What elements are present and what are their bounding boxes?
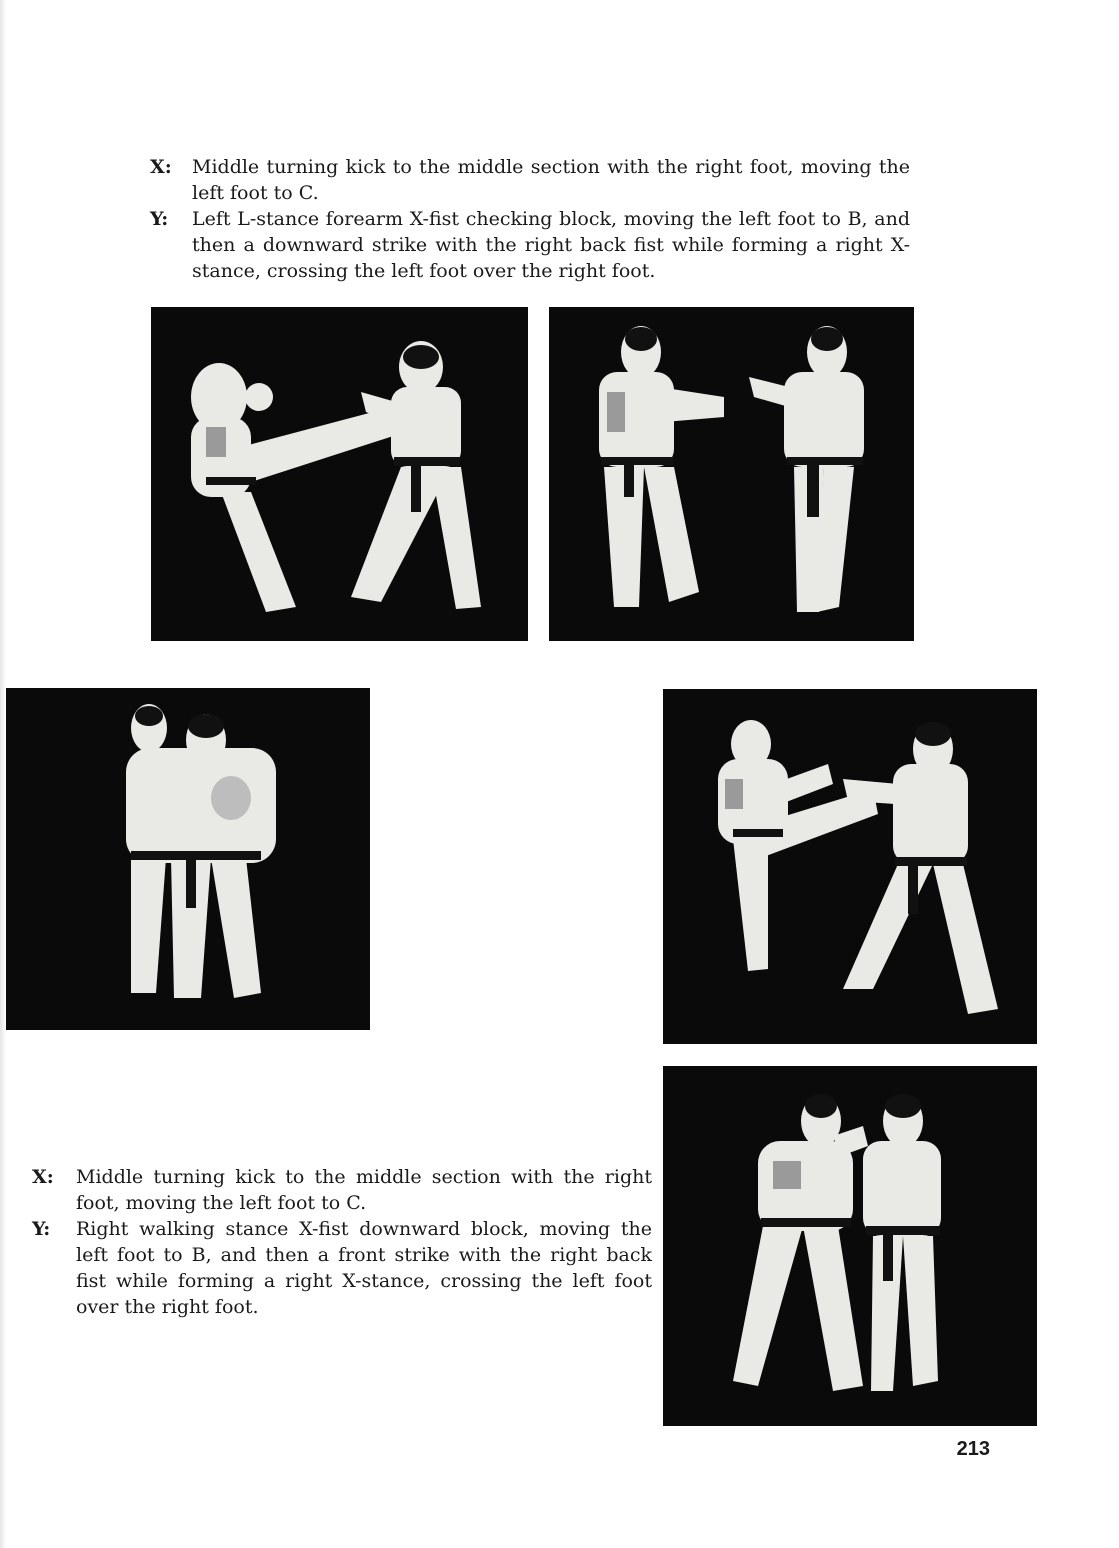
instruction-x (150, 154, 910, 206)
photo-kick-block (663, 689, 1037, 1044)
instruction-text: Middle turning kick to the middle section with the right foot, moving the left foot to C. (192, 156, 910, 204)
page-number: 213 (956, 1438, 990, 1460)
bottom-instructions (32, 1164, 652, 1320)
top-instructions (150, 154, 910, 284)
instruction-y (150, 206, 910, 284)
instruction-x (32, 1164, 652, 1216)
instruction-text: Right walking stance X-fist downward block, moving the left foot to B, and then a front strike with the right back fist while forming a right X-stance, crossing the left foot over the right foot. (76, 1218, 652, 1318)
photo-facing-stance (549, 307, 914, 641)
photo-x-stance-back-fist (6, 688, 370, 1030)
instruction-key: Y: (150, 208, 169, 230)
instruction-text: Middle turning kick to the middle section with the right foot, moving the left foot to C. (76, 1166, 652, 1214)
instruction-key: Y: (32, 1218, 51, 1240)
instruction-y (32, 1216, 652, 1320)
photo-front-strike (663, 1066, 1037, 1426)
photo-turning-kick (151, 307, 528, 641)
instruction-key: X: (32, 1166, 54, 1188)
instruction-key: X: (150, 156, 172, 178)
instruction-text: Left L-stance forearm X-fist checking block, moving the left foot to B, and then a downward strike with the right back fist while forming a right X-stance, crossing the left foot over the right foot. (192, 208, 910, 282)
